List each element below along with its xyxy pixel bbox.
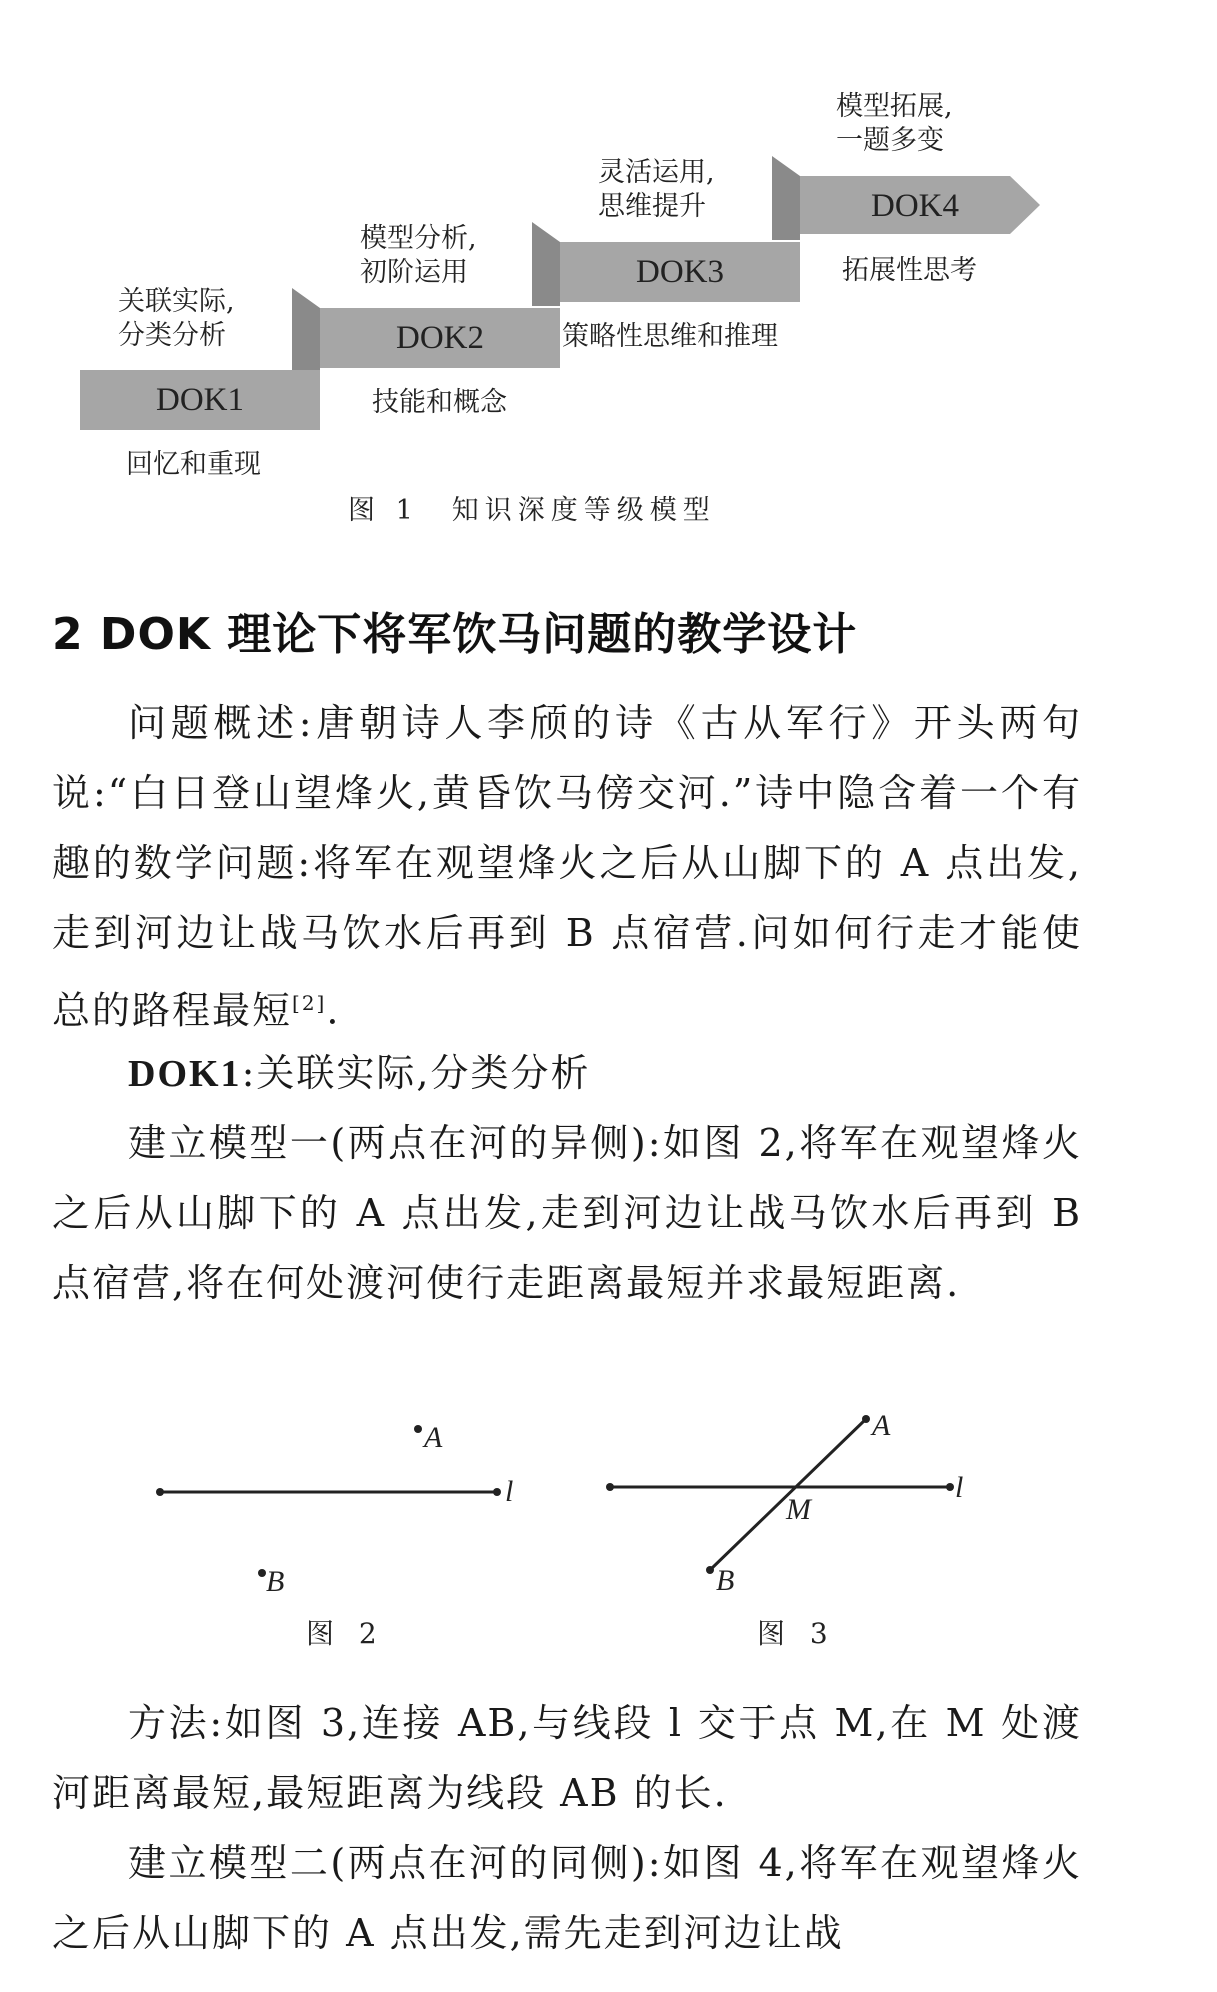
figure2-label-a: A	[424, 1421, 443, 1454]
figure2	[156, 1421, 513, 1650]
dok2-top-text: 模型分析, 初阶运用	[360, 223, 477, 288]
figure3	[606, 1409, 963, 1650]
dok4-bottom-text: 拓展性思考	[842, 255, 977, 286]
dok2-label: DOK2	[396, 320, 484, 356]
figure3-label-l: l	[955, 1471, 964, 1504]
figure3-point-b	[706, 1566, 714, 1574]
dok3-top-text: 灵活运用, 思维提升	[598, 157, 715, 222]
dok3-step-side	[532, 222, 560, 306]
model1-paragraph: 建立模型一(两点在河的异侧):如图 2,将军在观望烽火之后从山脚下的 A 点出发,走到河边让战马饮水后再到 B 点宿营,将在何处渡河使行走距离最短并求最短距离.	[52, 1121, 1082, 1305]
citation-ref: [2]	[292, 991, 327, 1015]
figure3-caption: 图 3	[757, 1617, 836, 1650]
figure2-point-a	[414, 1425, 422, 1433]
dok1-heading-text: :关联实际,分类分析	[241, 1051, 591, 1095]
overview-end: .	[326, 988, 341, 1033]
model2-paragraph: 建立模型二(两点在河的同侧):如图 4,将军在观望烽火之后从山脚下的 A 点出发,需先走到河边让战	[52, 1841, 1082, 1955]
dok2-bottom-text: 技能和概念	[372, 387, 507, 418]
figure1-caption: 图 1 知识深度等级模型	[348, 495, 716, 526]
dok3-label: DOK3	[636, 254, 724, 290]
figure2-point-b	[258, 1569, 266, 1577]
figure3-line-endpoint	[606, 1483, 614, 1491]
dok4-top-text: 模型拓展, 一题多变	[836, 91, 953, 156]
figure2-caption: 图 2	[306, 1617, 385, 1650]
dok1-heading	[52, 1038, 1082, 1109]
figure2-line-endpoint	[156, 1488, 164, 1496]
overview-paragraph	[52, 688, 1082, 1046]
section-title: 2 DOK 理论下将军饮马问题的教学设计	[52, 609, 858, 660]
dok3-bottom-text: 策略性思维和推理	[562, 321, 778, 352]
dok4-label: DOK4	[871, 188, 959, 224]
overview-text: 问题概述:唐朝诗人李颀的诗《古从军行》开头两句说:“白日登山望烽火,黄昏饮马傍交河.”诗中隐含着一个有趣的数学问题:将军在观望烽火之后从山脚下的 A 点出发,走到河边让战马饮水后再到 B 点宿营.问如何行走才能使总的路程最短	[52, 701, 1082, 1033]
dok1-heading-label: DOK1	[128, 1053, 242, 1095]
figure3-label-a: A	[872, 1409, 891, 1442]
figure3-point-a	[862, 1415, 870, 1423]
dok1-top-text: 关联实际, 分类分析	[118, 286, 235, 351]
dok1-bottom-text: 回忆和重现	[126, 449, 261, 480]
dok1-label: DOK1	[156, 382, 244, 418]
figure2-label-b: B	[266, 1565, 285, 1598]
figure2-label-l: l	[505, 1475, 514, 1508]
geometry-figures	[0, 1385, 1217, 1655]
dok2-step-side	[292, 288, 320, 370]
figure3-label-m: M	[786, 1493, 811, 1526]
dok-staircase-figure	[0, 0, 1217, 470]
figure3-line-endpoint	[946, 1483, 954, 1491]
figure2-line-endpoint	[493, 1488, 501, 1496]
dok4-step-side	[772, 156, 800, 240]
figure3-label-b: B	[716, 1564, 735, 1597]
method-paragraph: 方法:如图 3,连接 AB,与线段 l 交于点 M,在 M 处渡河距离最短,最短距离为线段 AB 的长.	[52, 1701, 1082, 1815]
